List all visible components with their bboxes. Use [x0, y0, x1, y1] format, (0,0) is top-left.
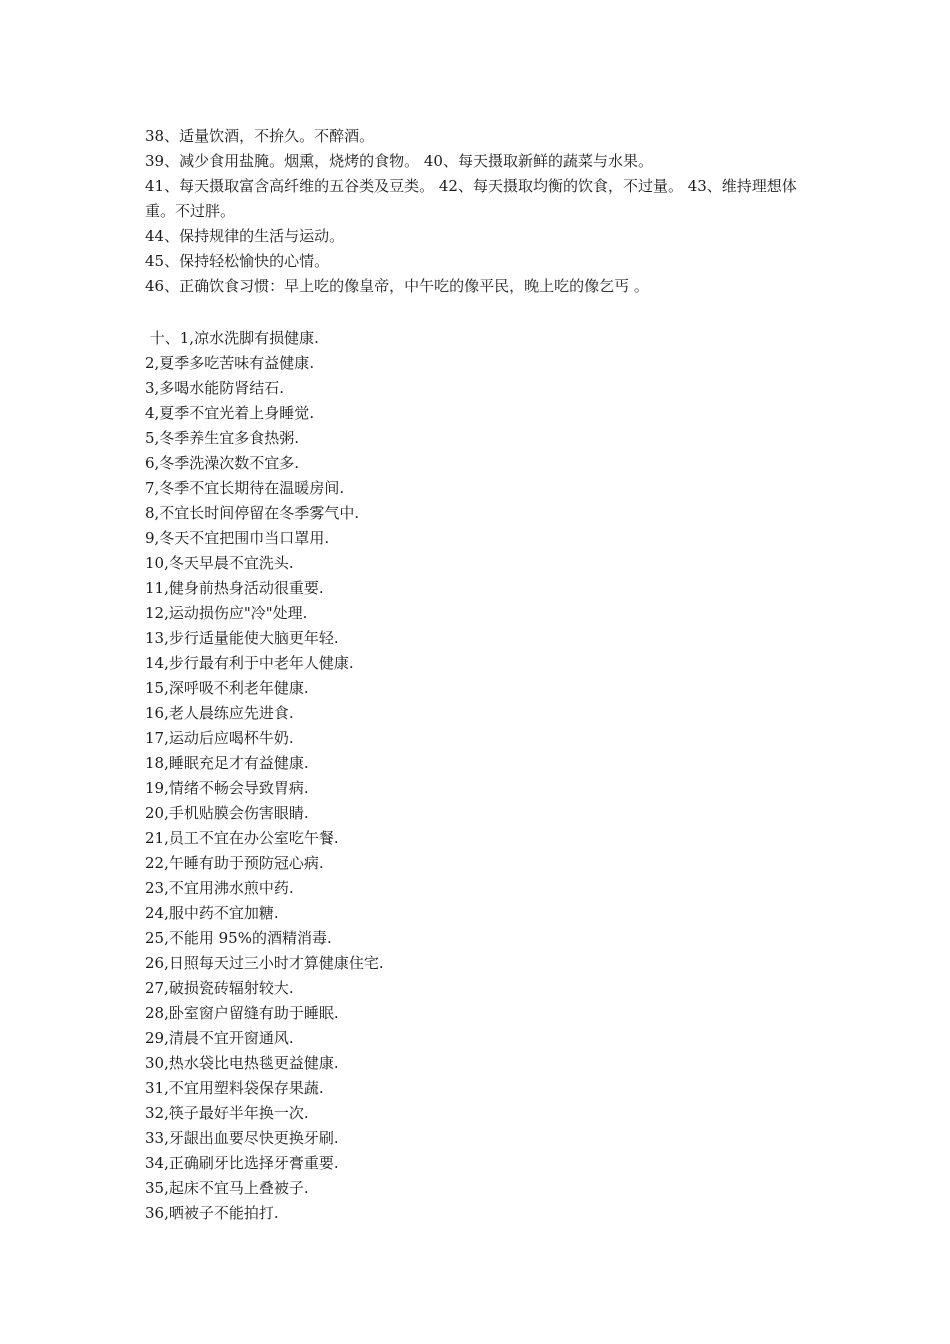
list-item: 14,步行最有利于中老年人健康.: [145, 654, 354, 672]
list-item: 30,热水袋比电热毯更益健康.: [145, 1054, 339, 1072]
health-tips-list-top: [145, 124, 815, 299]
list-item: 36,晒被子不能拍打.: [145, 1204, 279, 1222]
list-item: 27,破损瓷砖辐射较大.: [145, 979, 294, 997]
document-body: [145, 124, 815, 1226]
list-item: 16,老人晨练应先进食.: [145, 704, 294, 722]
list-item: 20,手机贴膜会伤害眼睛.: [145, 804, 309, 822]
list-item: 25,不能用 95%的酒精消毒.: [145, 929, 332, 947]
list-item: 35,起床不宜马上叠被子.: [145, 1179, 309, 1197]
paragraph: 46、正确饮食习惯：早上吃的像皇帝，中午吃的像平民，晚上吃的像乞丐 。: [145, 277, 649, 295]
list-item: 17,运动后应喝杯牛奶.: [145, 729, 294, 747]
list-item: 10,冬天早晨不宜洗头.: [145, 554, 294, 572]
paragraph: 39、减少食用盐腌。烟熏，烧烤的食物。 40、每天摄取新鲜的蔬菜与水果。: [145, 152, 653, 170]
list-item: 3,多喝水能防肾结石.: [145, 379, 285, 397]
list-item: 19,情绪不畅会导致胃病.: [145, 779, 309, 797]
list-item: 33,牙龈出血要尽快更换牙刷.: [145, 1129, 339, 1147]
list-item: 7,冬季不宜长期待在温暖房间.: [145, 479, 345, 497]
list-item: 31,不宜用塑料袋保存果蔬.: [145, 1079, 324, 1097]
list-item: 9,冬天不宜把围巾当口罩用.: [145, 529, 330, 547]
list-item: 11,健身前热身活动很重要.: [145, 579, 324, 597]
list-item: 24,服中药不宜加糖.: [145, 904, 279, 922]
list-item: 21,员工不宜在办公室吃午餐.: [145, 829, 339, 847]
paragraph: 45、保持轻松愉快的心情。: [145, 252, 330, 270]
section-ten-list: [145, 326, 815, 1226]
list-item: 2,夏季多吃苦味有益健康.: [145, 354, 315, 372]
list-item: 22,午睡有助于预防冠心病.: [145, 854, 324, 872]
list-item: 8,不宜长时间停留在冬季雾气中.: [145, 504, 360, 522]
list-item: 十、1,凉水洗脚有损健康.: [145, 329, 319, 347]
list-item: 12,运动损伤应"冷"处理.: [145, 604, 308, 622]
paragraph: 38、适量饮酒，不拚久。不醉酒。: [145, 127, 375, 145]
list-item: 28,卧室窗户留缝有助于睡眠.: [145, 1004, 339, 1022]
list-item: 15,深呼吸不利老年健康.: [145, 679, 309, 697]
list-item: 6,冬季洗澡次数不宜多.: [145, 454, 300, 472]
list-item: 26,日照每天过三小时才算健康住宅.: [145, 954, 384, 972]
list-item: 34,正确刷牙比选择牙膏重要.: [145, 1154, 339, 1172]
blank-line: [145, 299, 815, 324]
list-item: 13,步行适量能使大脑更年轻.: [145, 629, 339, 647]
list-item: 5,冬季养生宜多食热粥.: [145, 429, 300, 447]
list-item: 29,清晨不宜开窗通风.: [145, 1029, 294, 1047]
paragraph: 44、保持规律的生活与运动。: [145, 227, 345, 245]
list-item: 4,夏季不宜光着上身睡觉.: [145, 404, 315, 422]
list-item: 18,睡眠充足才有益健康.: [145, 754, 309, 772]
list-item: 23,不宜用沸水煎中药.: [145, 879, 294, 897]
list-item: 32,筷子最好半年换一次.: [145, 1104, 309, 1122]
paragraph: 41、每天摄取富含高纤维的五谷类及豆类。 42、每天摄取均衡的饮食，不过量。 43、维持理想体重。不过胖。: [145, 177, 797, 220]
